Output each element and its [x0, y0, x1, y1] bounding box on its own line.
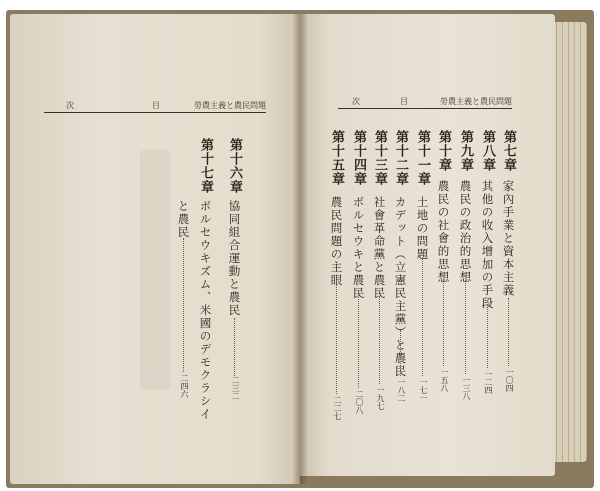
leader-dots: [379, 296, 380, 384]
chapter-number: 第十四章: [351, 130, 366, 186]
chapter-number: 第十三章: [372, 130, 387, 186]
left-running-header: [44, 100, 266, 113]
chapter-number: 第九章: [458, 130, 473, 172]
header-label: 目: [152, 101, 160, 110]
page-number: 一〇四: [505, 368, 514, 392]
leader-dots: [443, 280, 444, 366]
page-number: 一七一: [419, 378, 428, 402]
chapter-title: 土地の問題: [415, 196, 430, 261]
header-label-2: 次: [352, 97, 360, 106]
header-label-2: 次: [66, 101, 74, 110]
chapter-number: 第十六章: [227, 138, 242, 194]
chapter-title: 協同組合運動と農民: [227, 200, 242, 317]
chapter-number: 第十一章: [415, 130, 430, 186]
leader-dots: [465, 280, 466, 374]
page-number: 一九七: [376, 386, 385, 410]
chapter-title-cont: と農民: [176, 200, 191, 239]
bleed-through: [140, 150, 170, 390]
chapter-title: 家內手業と資本主義: [501, 180, 516, 297]
header-book-title: 勞農主義と農民問題: [194, 101, 266, 110]
page-number: 一三八: [462, 376, 471, 400]
leader-dots: [336, 284, 337, 394]
chapter-title: カデット（立憲民主黨）と農民: [393, 196, 408, 378]
leader-dots: [400, 330, 401, 376]
page-number: 二四六: [180, 374, 189, 398]
page-number: 一二四: [484, 370, 493, 394]
header-book-title: 勞農主義と農民問題: [440, 97, 512, 106]
chapter-number: 第十二章: [393, 130, 408, 186]
leader-dots: [183, 238, 184, 372]
page-number: 一八二: [397, 378, 406, 402]
chapter-number: 第七章: [501, 130, 516, 172]
page-number: 二〇八: [355, 390, 364, 414]
page-number: 一五八: [440, 368, 449, 392]
leader-dots: [487, 304, 488, 368]
chapter-title: 農民の政治的思想: [458, 180, 473, 284]
page-number: 二二七: [333, 396, 342, 420]
book-gutter: [292, 14, 308, 484]
chapter-title: 農民の社會的思想: [436, 180, 451, 284]
chapter-title: 農民問題の主眼: [329, 196, 344, 287]
header-label: 目: [400, 97, 408, 106]
leader-dots: [234, 318, 235, 376]
chapter-number: 第十五章: [329, 130, 344, 186]
leader-dots: [508, 298, 509, 366]
right-running-header: [338, 96, 512, 109]
chapter-number: 第十七章: [198, 138, 213, 194]
leader-dots: [422, 258, 423, 376]
chapter-title: 其他の收入增加の手段: [480, 180, 495, 310]
chapter-title: ボルセウキと農民: [351, 196, 366, 300]
leader-dots: [358, 290, 359, 388]
chapter-number: 第十章: [436, 130, 451, 172]
chapter-title: ボルセウキズム、米國のデモクラシイ: [198, 200, 213, 421]
chapter-number: 第八章: [480, 130, 495, 172]
chapter-title: 社會革命黨と農民: [372, 196, 387, 300]
page-number: 二三二: [231, 376, 240, 400]
